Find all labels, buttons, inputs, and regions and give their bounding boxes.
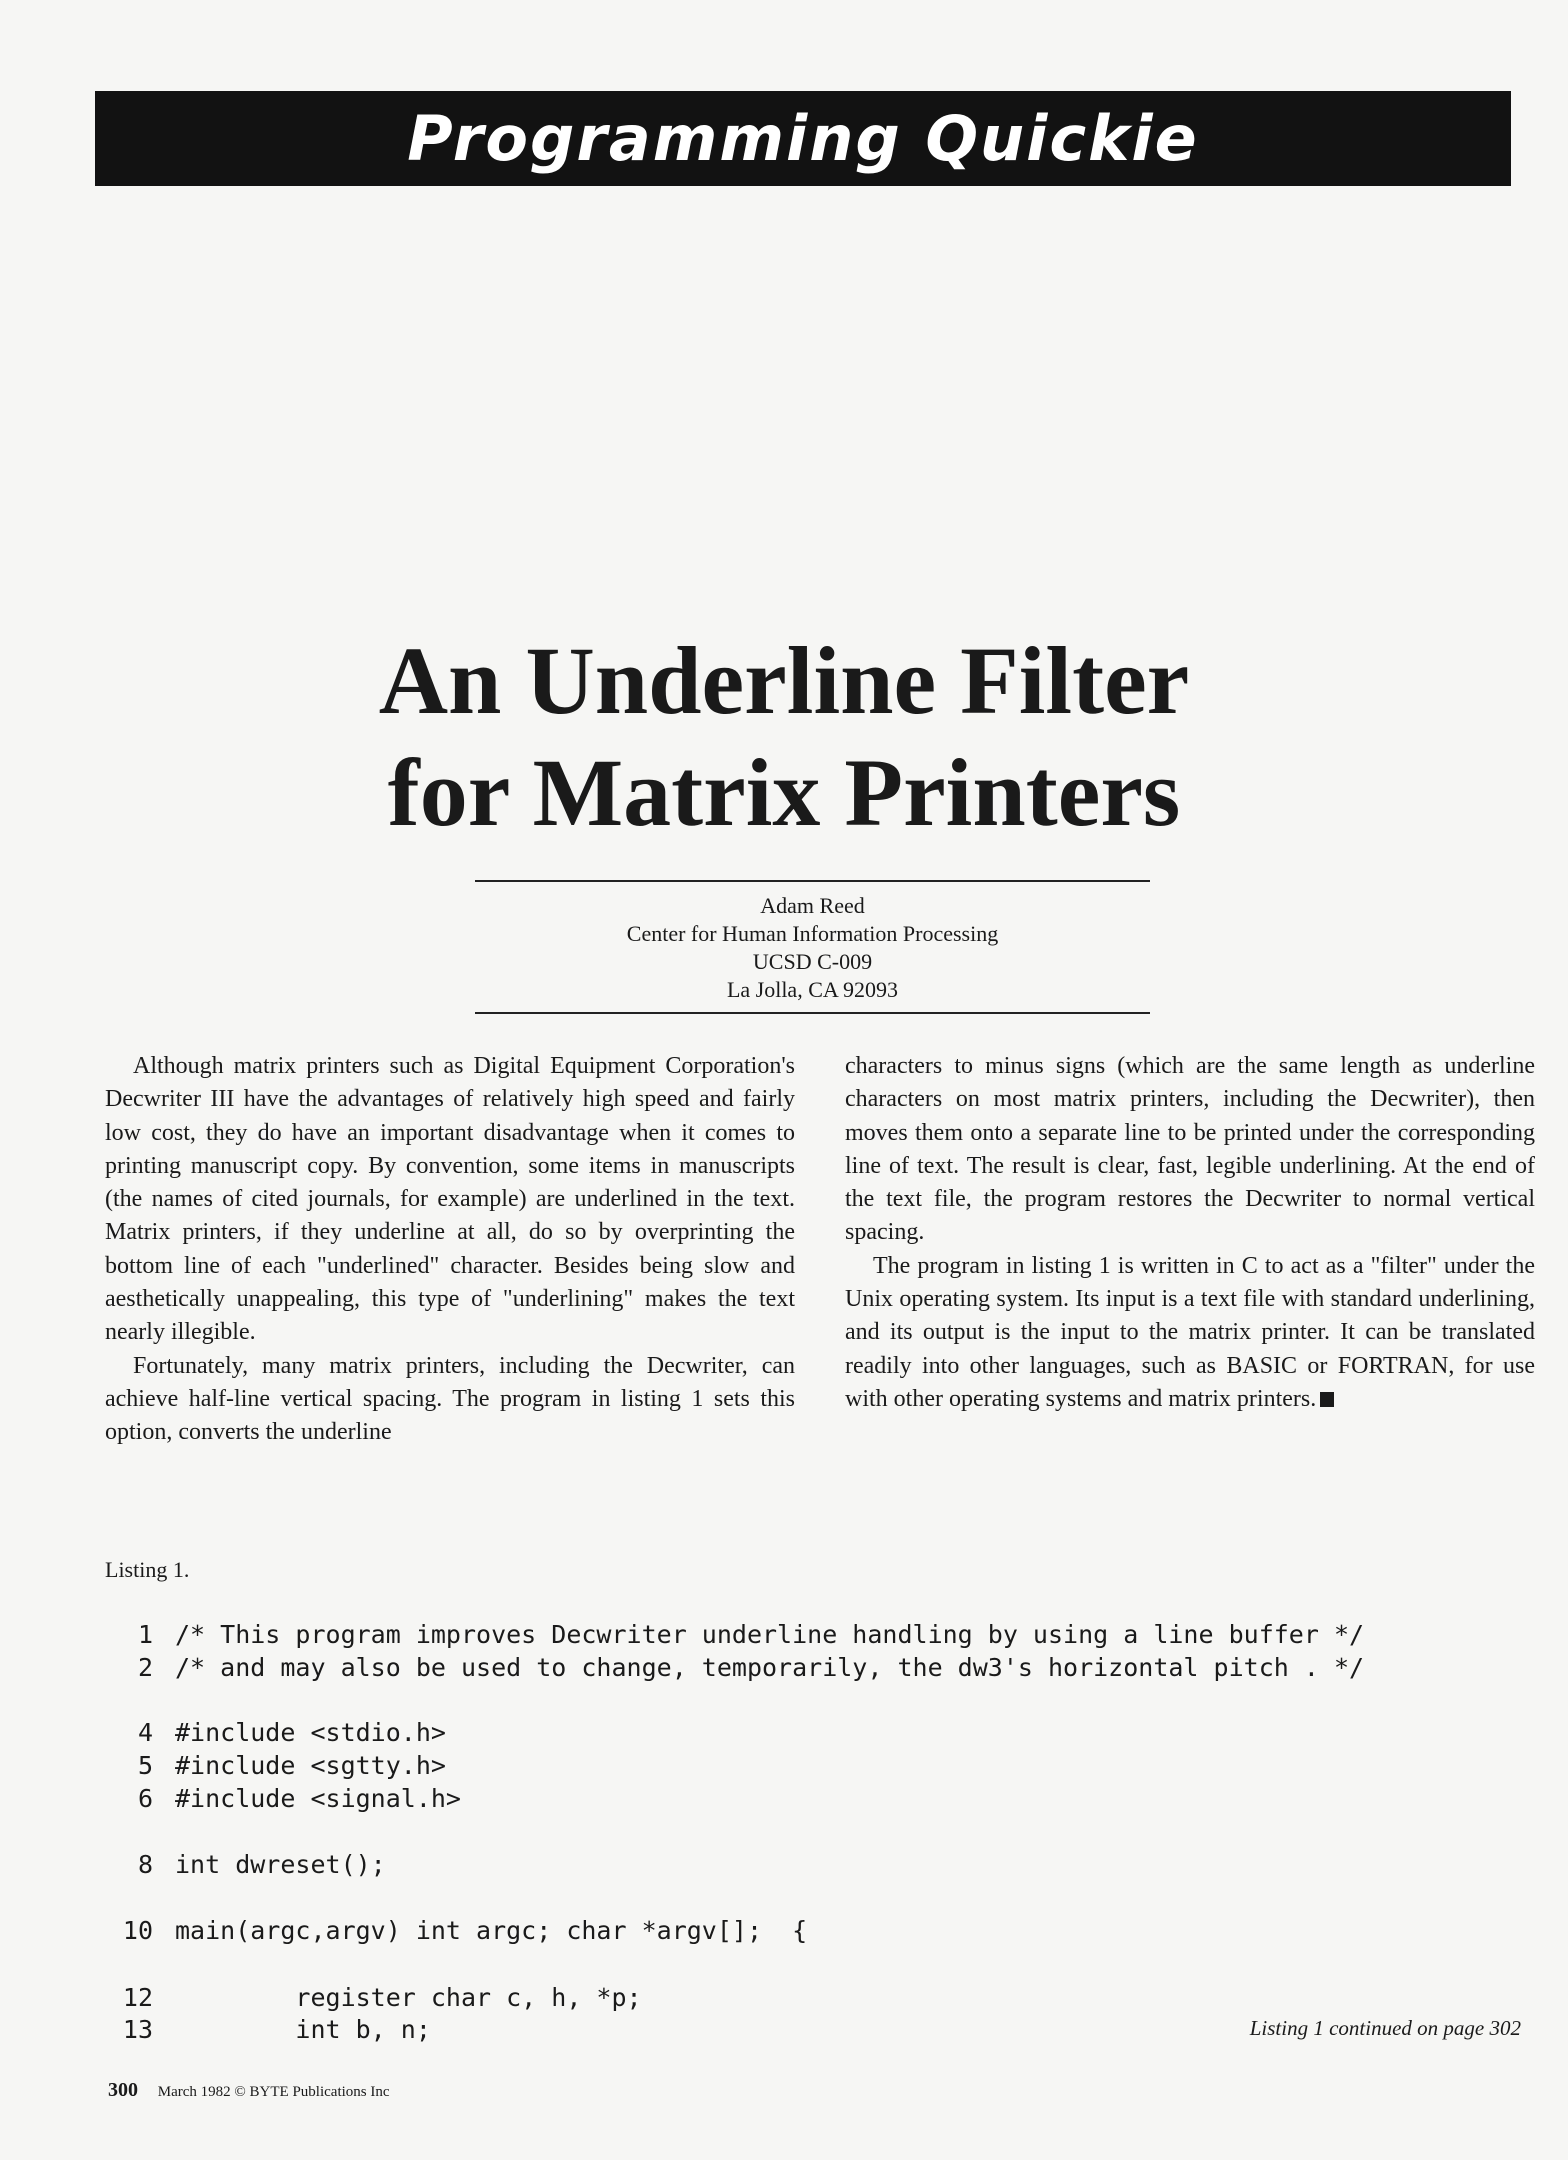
- code-line: [105, 1982, 1525, 2014]
- article-title-line-1: An Underline Filter: [378, 627, 1190, 734]
- code-line: [105, 1915, 1525, 1947]
- author-affiliation: Center for Human Information Processing: [626, 921, 999, 946]
- code-line: [105, 1849, 1525, 1881]
- line-number: 6: [137, 1784, 153, 1813]
- code-text: #include <sgtty.h>: [175, 1751, 446, 1780]
- byline-rule-bottom: [475, 1012, 1150, 1014]
- publication-credit: March 1982 © BYTE Publications Inc: [157, 2084, 390, 2100]
- end-of-article-square-icon: [1320, 1392, 1334, 1407]
- code-text: int dwreset();: [175, 1850, 386, 1879]
- line-number: 4: [137, 1718, 153, 1747]
- byline-rule-top: [475, 880, 1150, 882]
- page-footer: [108, 2079, 390, 2102]
- line-number: 12: [122, 1983, 153, 2012]
- code-line: [105, 1652, 1525, 1684]
- code-text: main(argc,argv) int argc; char *argv[]; {: [175, 1916, 808, 1945]
- author-address-line-2: La Jolla, CA 92093: [726, 977, 899, 1002]
- author-name: Adam Reed: [760, 893, 865, 918]
- code-text: #include <stdio.h>: [175, 1718, 446, 1747]
- line-number: 8: [137, 1850, 153, 1879]
- code-line: [105, 1750, 1525, 1782]
- listing-caption: Listing 1.: [105, 1557, 190, 1582]
- article-title-line-2: for Matrix Printers: [387, 739, 1181, 846]
- article-column-right: [845, 1050, 1535, 1416]
- listing-continued-note: Listing 1 continued on page 302: [1249, 2016, 1521, 2040]
- code-text: /* This program improves Decwriter underline handling by using a line buffer */: [175, 1620, 1365, 1649]
- line-number: 10: [122, 1916, 153, 1945]
- line-number: 1: [137, 1620, 153, 1649]
- article-column-left: [105, 1050, 795, 1450]
- paragraph: Although matrix printers such as Digital Equipment Corporation's Decwriter III have the advantages of relatively high speed and fairly low cost, they do have an important disadvantage when it comes to printing manuscript copy. By convention, some items in manuscripts (the names of cited journals, for example) are underlined in the text. Matrix printers, if they underline at all, do so by overprinting the bottom line of each "underlined" character. Besides being slow and aesthetically unappealing, this type of "underlining" makes the text nearly illegible.: [105, 1053, 795, 1346]
- paragraph: [845, 1250, 1535, 1416]
- author-address-line-1: UCSD C-009: [752, 949, 873, 974]
- paragraph-text: The program in listing 1 is written in C to act as a "filter" under the Unix operating system. Its input is a text file with standard underlining, and its output is the input to the matrix printer. It can be translated readily into other languages, such as BASIC or FORTRAN, for use with other operating systems and matrix printers.: [845, 1252, 1535, 1412]
- line-number: 5: [137, 1751, 153, 1780]
- paragraph: Fortunately, many matrix printers, including the Decwriter, can achieve half-line vertical spacing. The program in listing 1 sets this option, converts the underline: [105, 1352, 795, 1446]
- section-banner: [95, 91, 1511, 186]
- byline: [475, 892, 1150, 1004]
- paragraph: characters to minus signs (which are the same length as underline characters on most matrix printers, including the Decwriter), then moves them onto a separate line to be printed under the corresponding line of text. The result is clear, fast, legible underlining. At the end of the text file, the program restores the Decwriter to normal vertical spacing.: [845, 1053, 1535, 1246]
- code-line: [105, 1619, 1525, 1651]
- code-text: #include <signal.h>: [175, 1784, 461, 1813]
- code-line: [105, 1783, 1525, 1815]
- line-number: 2: [137, 1653, 153, 1682]
- section-banner-text: Programming Quickie: [407, 102, 1199, 175]
- code-text: int b, n;: [175, 2015, 431, 2044]
- line-number: 13: [122, 2015, 153, 2044]
- code-text: /* and may also be used to change, temporarily, the dw3's horizontal pitch . */: [175, 1653, 1365, 1682]
- code-line: [105, 1717, 1525, 1749]
- article-title: [0, 625, 1568, 849]
- page-number: 300: [108, 2079, 138, 2101]
- code-text: register char c, h, *p;: [175, 1983, 642, 2012]
